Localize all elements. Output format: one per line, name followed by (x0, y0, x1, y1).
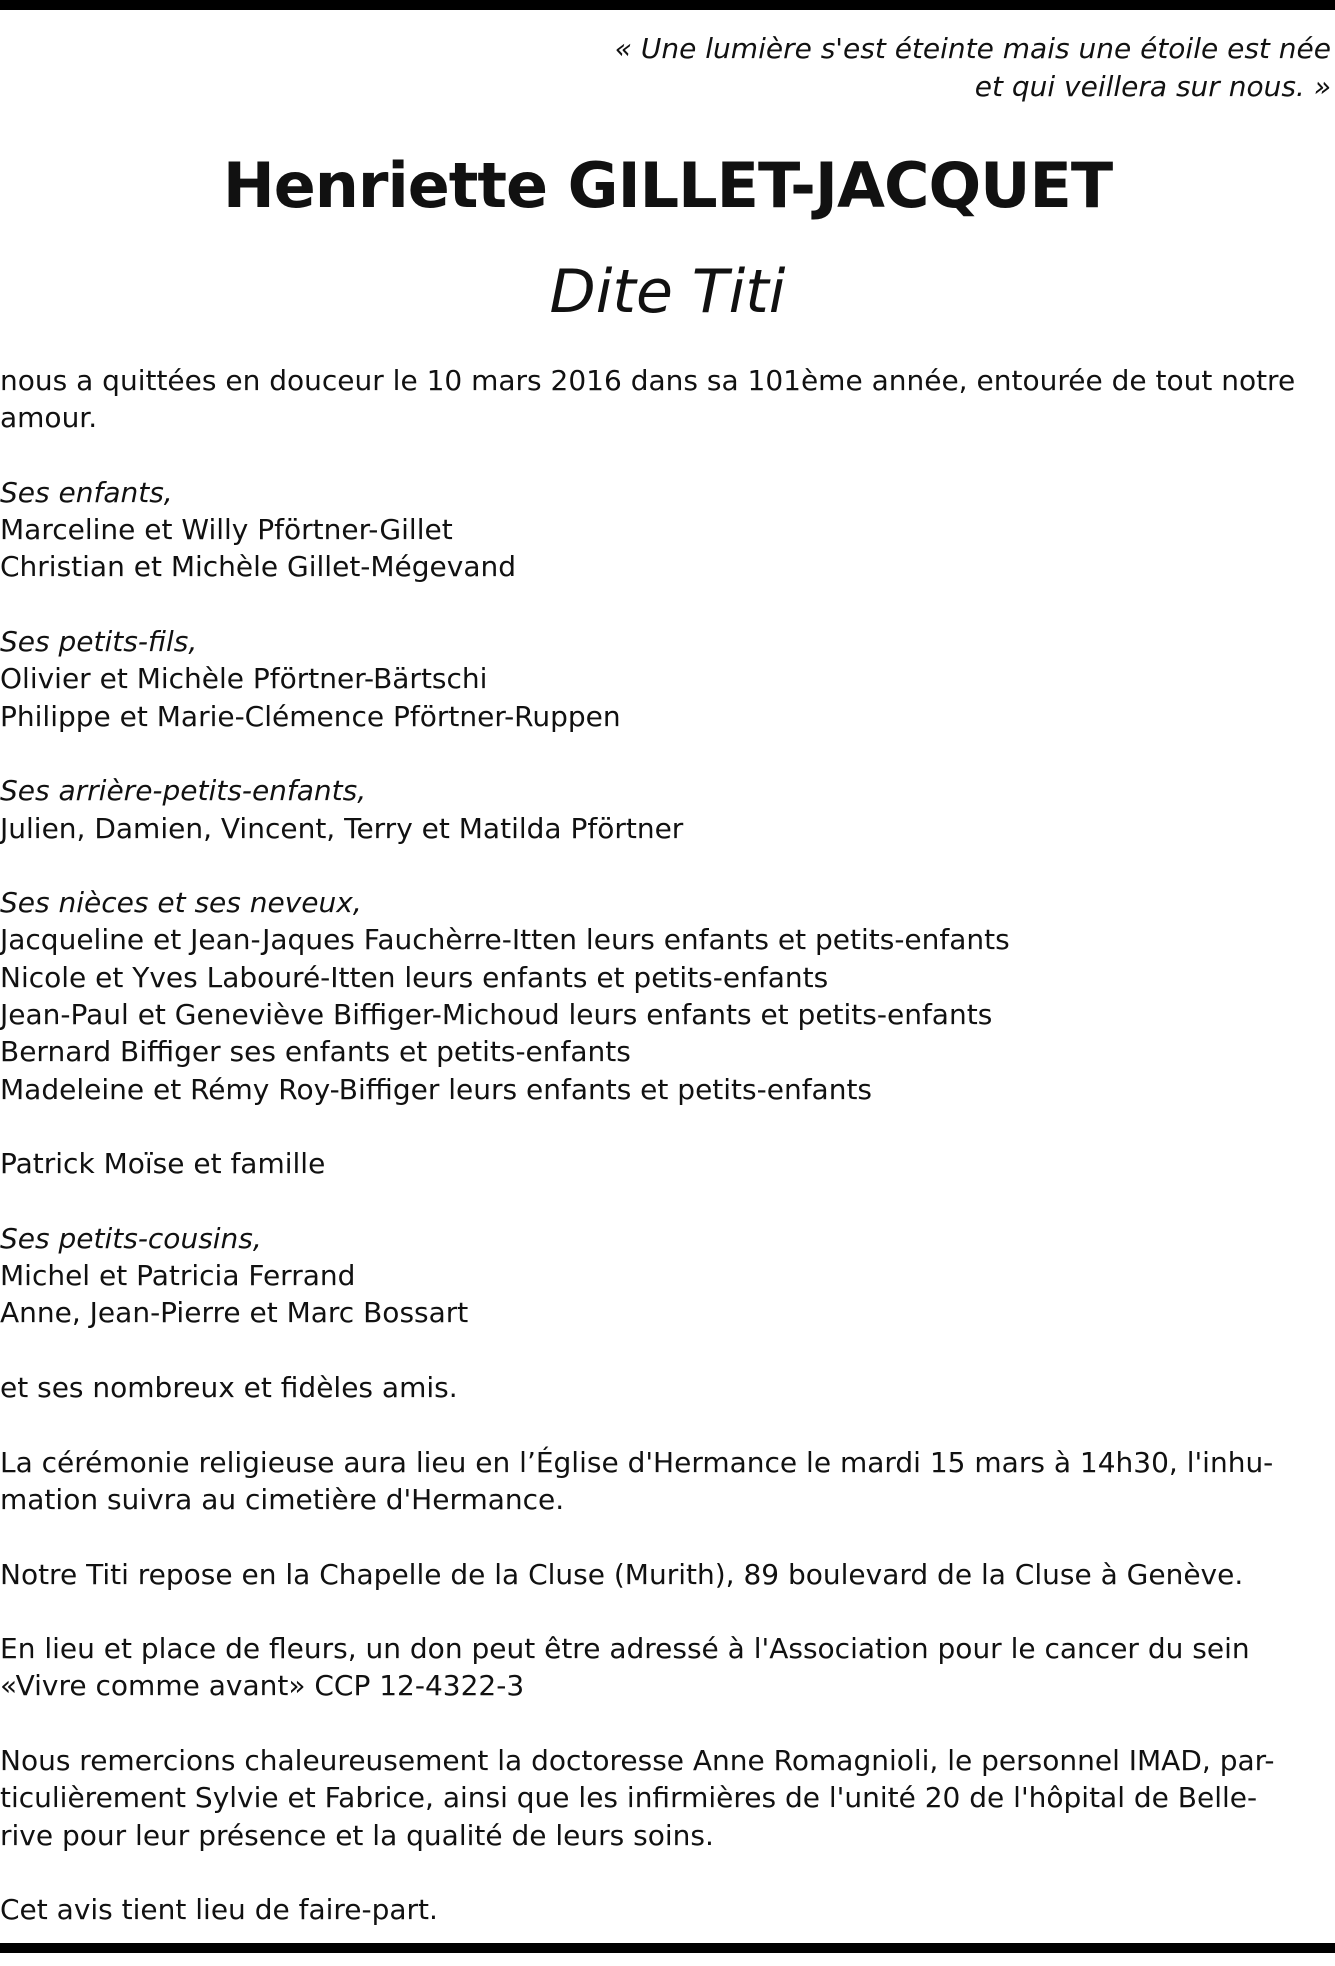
nieces-nephews-section (0, 884, 1335, 1108)
list-item: Christian et Michèle Gillet-Mégevand (0, 550, 517, 584)
grandsons-heading: Ses petits-fils, (0, 625, 198, 659)
ceremony-line-1: La cérémonie religieuse aura lieu en l’Église d'Hermance le mardi 15 mars à 14h30, l'inhu- (0, 1445, 1274, 1479)
donation-line-2: «Vivre comme avant» CCP 12-4322-3 (0, 1669, 525, 1703)
list-item: Olivier et Michèle Pförtner-Bärtschi (0, 662, 488, 696)
list-item: Marceline et Willy Pförtner-Gillet (0, 513, 453, 547)
list-item: Michel et Patricia Ferrand (0, 1259, 356, 1293)
donation-paragraph (0, 1630, 1335, 1705)
ceremony-paragraph (0, 1444, 1335, 1519)
ceremony-line-2: mation suivra au cimetière d'Hermance. (0, 1482, 565, 1516)
cousins-section (0, 1220, 1335, 1332)
friends-text: et ses nombreux et fidèles amis. (0, 1371, 458, 1405)
list-item: Philippe et Marie-Clémence Pförtner-Ruppen (0, 699, 621, 733)
thanks-line-1: Nous remercions chaleureusement la doctoresse Anne Romagnioli, le personnel IMAD, par- (0, 1743, 1275, 1777)
list-item: Anne, Jean-Pierre et Marc Bossart (0, 1296, 469, 1330)
thanks-line-3: rive pour leur présence et la qualité de leurs soins. (0, 1818, 714, 1852)
list-item: Julien, Damien, Vincent, Terry et Matilda Pförtner (0, 811, 684, 845)
children-section (0, 474, 1335, 586)
grandsons-section (0, 623, 1335, 735)
deceased-name: Henriette GILLET-JACQUET (222, 149, 1113, 222)
cousins-heading: Ses petits-cousins, (0, 1221, 262, 1255)
thanks-paragraph (0, 1742, 1335, 1854)
great-grandchildren-section (0, 772, 1335, 847)
list-item: Nicole et Yves Labouré-Itten leurs enfants et petits-enfants (0, 960, 829, 994)
deceased-nickname: Dite Titi (549, 257, 786, 327)
top-rule (0, 0, 1335, 10)
nieces-nephews-heading: Ses nièces et ses neveux, (0, 886, 362, 920)
notice-body (0, 362, 1335, 1966)
rest-paragraph: Notre Titi repose en la Chapelle de la Cluse (Murith), 89 boulevard de la Cluse à Genève. (0, 1557, 1244, 1591)
thanks-line-2: ticulièrement Sylvie et Fabrice, ainsi que les infirmières de l'unité 20 de l'hôpital de Belle- (0, 1781, 1258, 1815)
quote-line-1: « Une lumière s'est éteinte mais une étoile est née (614, 32, 1331, 65)
list-item: Jean-Paul et Geneviève Biffiger-Michoud leurs enfants et petits-enfants (0, 998, 993, 1032)
closing-text: Cet avis tient lieu de faire-part. (0, 1893, 438, 1927)
children-heading: Ses enfants, (0, 475, 173, 509)
list-item: Jacqueline et Jean-Jaques Fauchèrre-Itten leurs enfants et petits-enfants (0, 923, 1010, 957)
quote-line-2: et qui veillera sur nous. » (974, 70, 1331, 103)
intro-text: nous a quittées en douceur le 10 mars 2016 dans sa 101ème année, entourée de tout notre amour. (0, 364, 1296, 435)
list-item: Bernard Biffiger ses enfants et petits-enfants (0, 1035, 631, 1069)
epigraph-quote (431, 30, 1331, 106)
patrick-text: Patrick Moïse et famille (0, 1147, 326, 1181)
bottom-rule (0, 1943, 1335, 1953)
donation-line-1: En lieu et place de fleurs, un don peut être adressé à l'Association pour le cancer du sein (0, 1632, 1250, 1666)
great-grandchildren-heading: Ses arrière-petits-enfants, (0, 774, 367, 808)
list-item: Madeleine et Rémy Roy-Biffiger leurs enfants et petits-enfants (0, 1072, 873, 1106)
